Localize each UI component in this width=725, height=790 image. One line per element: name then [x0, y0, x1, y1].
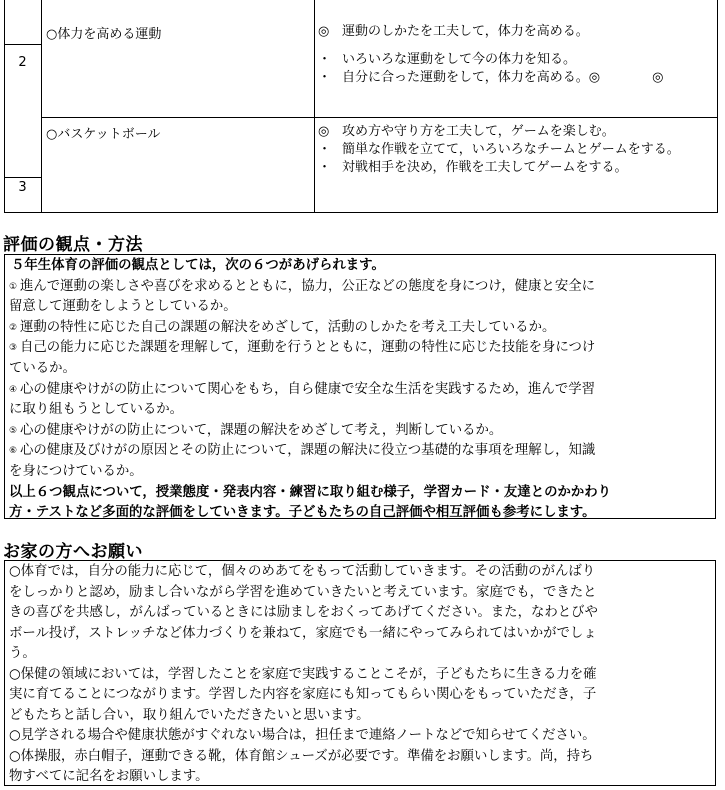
evaluation-heading: 評価の観点・方法 — [3, 235, 143, 255]
evaluation-item: ③ 自己の能力に応じた課題を理解して，運動を行うとともに，運動の特性に応じた技能を身につけ — [9, 340, 596, 356]
request-line: う。 — [9, 646, 36, 661]
evaluation-summary: 以上６つ観点について，授業態度・発表内容・練習に取り組む様子，学習カード・友達とのかかわり — [9, 484, 612, 500]
goal-item: ・ いろいろな運動をして今の体力を知る。 — [318, 52, 577, 67]
request-box — [4, 560, 716, 786]
table-row-divider — [41, 117, 718, 118]
goal-item: ◎ 攻め方や守り方を工夫して，ゲームを楽しむ。 — [318, 124, 615, 139]
evaluation-summary: 方・テストなど多面的な評価をしていきます。子どもたちの自己評価や相互評価も参考にします。 — [9, 505, 596, 521]
evaluation-item: ④ 心の健康やけがの防止について関心をもち，自ら健康で安全な生活を実践するため，進んで学習 — [9, 381, 595, 397]
evaluation-item-cont: 留意して運動をしようとしているか。 — [9, 299, 237, 315]
evaluation-item: ② 運動の特性に応じた自己の課題の解決をめざして，活動のしかたを考え工夫しているか。 — [9, 319, 556, 335]
evaluation-box — [4, 254, 716, 519]
evaluation-item-cont: ているか。 — [9, 360, 76, 376]
evaluation-intro: ５年生体育の評価の観点としては，次の６つがあげられます。 — [11, 258, 385, 273]
evaluation-item-cont: を身につけているか。 — [9, 463, 143, 479]
request-line: ○見学される場合や健康状態がすぐれない場合は，担任まで連絡ノートなどで知らせてください。 — [9, 728, 596, 743]
table-divider-number — [41, 0, 42, 213]
request-line: どもたちと話し合い，取り組んでいただきたいと思います。 — [9, 707, 370, 723]
goal-item: ・ 対戦相手を決め，作戦を工夫してゲームをする。 — [318, 160, 628, 175]
goal-list — [318, 23, 663, 87]
request-line: 実に育てることにつながります。学習した内容を家庭にも知ってもらい関心をもっていただき，子 — [9, 687, 597, 702]
request-heading: お家の方へお願い — [3, 542, 143, 562]
table-border-right — [717, 0, 718, 213]
activity-name: ○バスケットボール — [46, 127, 161, 142]
request-line: きの喜びを共感し，がんばっているときには励ましをおくってあげてください。また，なわとびや — [9, 605, 598, 620]
request-line: ○体育では，自分の能力に応じて，個々のめあてをもって活動していきます。その活動のがんばり — [9, 564, 596, 579]
evaluation-item: ⑤ 心の健康やけがの防止について，課題の解決をめざして考え，判断しているか。 — [9, 422, 503, 438]
row-number: 2 — [18, 55, 27, 70]
goal-list — [318, 123, 680, 177]
goal-item: ◎ 運動のしかたを工夫して，体力を高める。 — [318, 24, 589, 39]
table-border-bottom — [4, 212, 718, 213]
goal-item: ・ 自分に合った運動をして，体力を高める。◎ ◎ — [318, 70, 664, 85]
evaluation-item-cont: に取り組もうとしているか。 — [9, 402, 184, 418]
activity-name: ○体力を高める運動 — [46, 27, 162, 42]
table-number-divider — [4, 44, 42, 45]
request-line: ○保健の領域においては，学習したことを家庭で実践することこそが，子どもたちに生きる力を確 — [9, 666, 597, 682]
request-line: をしっかりと認め，励まし合いながら学習を進めていきたいと考えています。家庭でも，できたと — [9, 584, 597, 600]
evaluation-item: ⑥ 心の健康及びけがの原因とその防止について，課題の解決に役立つ基礎的な事項を理解し，知識 — [9, 443, 596, 459]
request-line: ○体操服，赤白帽子，運動できる靴，体育館シューズが必要です。準備をお願いします。尚，持ち — [9, 748, 594, 764]
table-divider-activity — [314, 0, 315, 213]
evaluation-item: ① 進んで運動の楽しさや喜びを求めるとともに，協力，公正などの態度を身につけ，健康と安全に — [9, 278, 595, 294]
goal-item: ・ 簡単な作戦を立てて，いろいろなチームとゲームをする。 — [318, 142, 680, 157]
trailing-mark: ◎ — [652, 70, 664, 85]
request-line: ボール投げ，ストレッチなど体力づくりを兼ねて，家庭でも一緒にやってみられてはいかがでしょ — [9, 625, 597, 641]
row-number: 3 — [18, 180, 27, 195]
unit-plan-table — [4, 0, 718, 213]
request-line: 物すべてに記名をお願いします。 — [9, 769, 209, 784]
table-number-divider-2 — [4, 177, 42, 178]
